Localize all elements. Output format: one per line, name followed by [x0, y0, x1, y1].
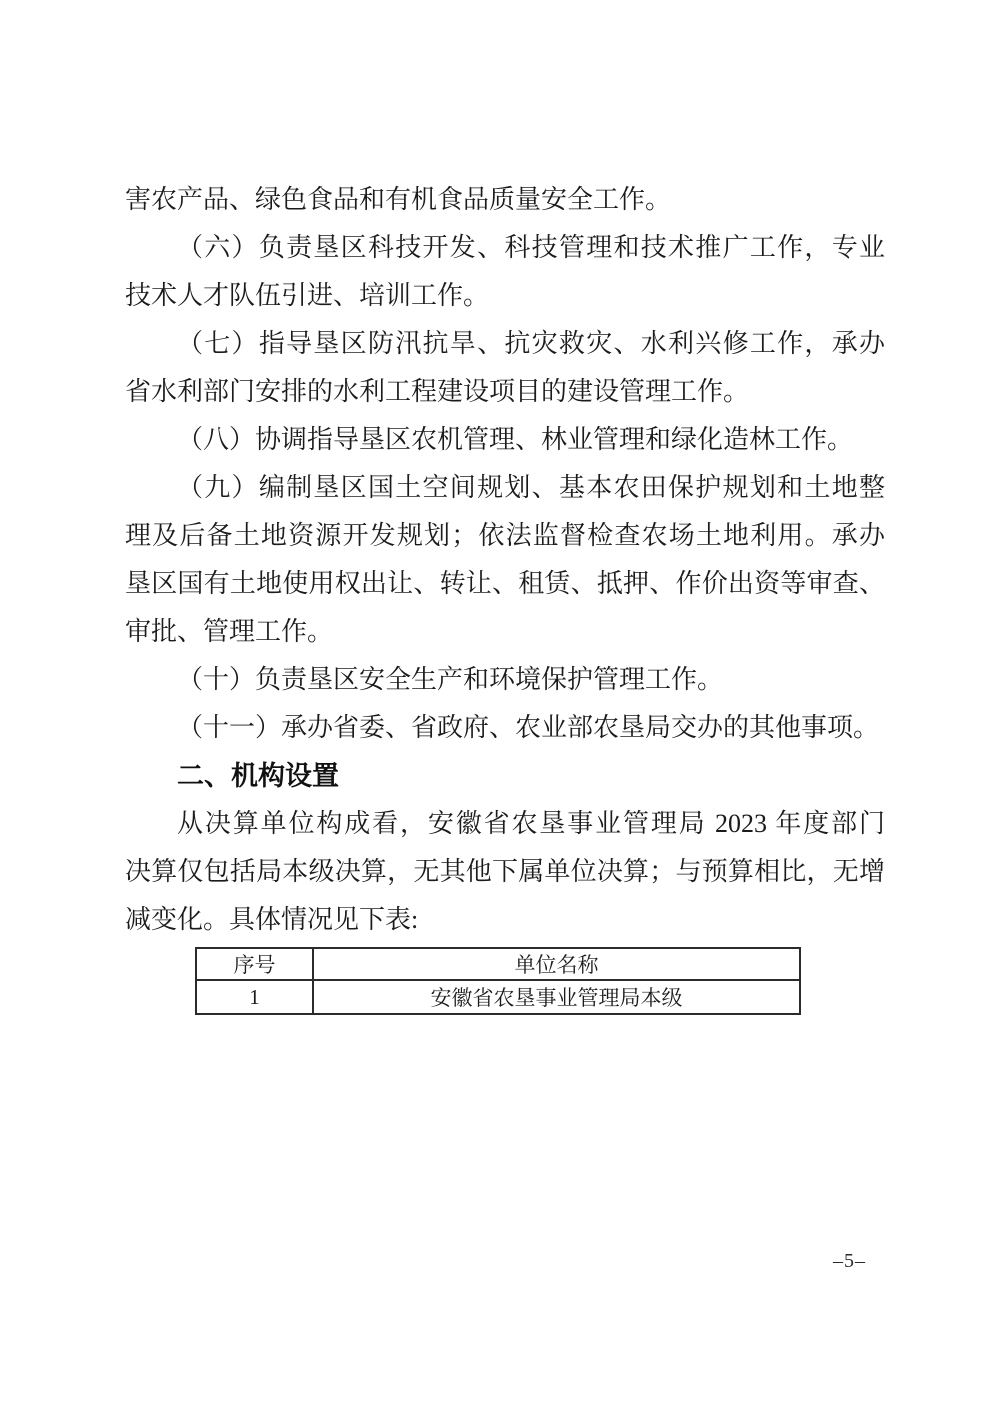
- units-table: [195, 947, 801, 1015]
- text-line: （六）负责垦区科技开发、科技管理和技术推广工作，专业: [177, 233, 885, 262]
- document-text-block: [125, 176, 885, 944]
- text-line: 技术人才队伍引进、培训工作。: [125, 281, 490, 310]
- text-line: （九）编制垦区国土空间规划、基本农田保护规划和土地整: [177, 473, 885, 502]
- section-heading: 二、机构设置: [177, 761, 339, 791]
- text-line: 垦区国有土地使用权出让、转让、租赁、抵押、作价出资等审查、: [125, 569, 885, 598]
- text-line: （八）协调指导垦区农机管理、林业管理和绿化造林工作。: [177, 425, 854, 454]
- text-line: （十一）承办省委、省政府、农业部农垦局交办的其他事项。: [177, 713, 880, 742]
- text-line: 理及后备土地资源开发规划；依法监督检查农场土地利用。承办: [125, 521, 885, 550]
- text-line: 减变化。具体情况见下表:: [125, 905, 419, 934]
- text-line: 省水利部门安排的水利工程建设项目的建设管理工作。: [125, 377, 750, 406]
- table-header-unit-name: 单位名称: [313, 948, 800, 980]
- text-line: （十）负责垦区安全生产和环境保护管理工作。: [177, 665, 724, 694]
- table-header-row: [196, 948, 800, 980]
- text-line: 决算仅包括局本级决算，无其他下属单位决算；与预算相比，无增: [125, 857, 885, 886]
- table-row: [196, 980, 800, 1014]
- text-line: 害农产品、绿色食品和有机食品质量安全工作。: [125, 185, 672, 214]
- text-line: （七）指导垦区防汛抗旱、抗灾救灾、水利兴修工作，承办: [177, 329, 885, 358]
- table-header-index: 序号: [196, 948, 313, 980]
- unit-name-cell: 安徽省农垦事业管理局本级: [313, 980, 800, 1014]
- page-number: –5–: [833, 1250, 866, 1272]
- row-index-cell: 1: [196, 980, 313, 1014]
- text-line: 审批、管理工作。: [125, 617, 334, 646]
- text-line: 从决算单位构成看，安徽省农垦事业管理局 2023 年度部门: [177, 809, 885, 838]
